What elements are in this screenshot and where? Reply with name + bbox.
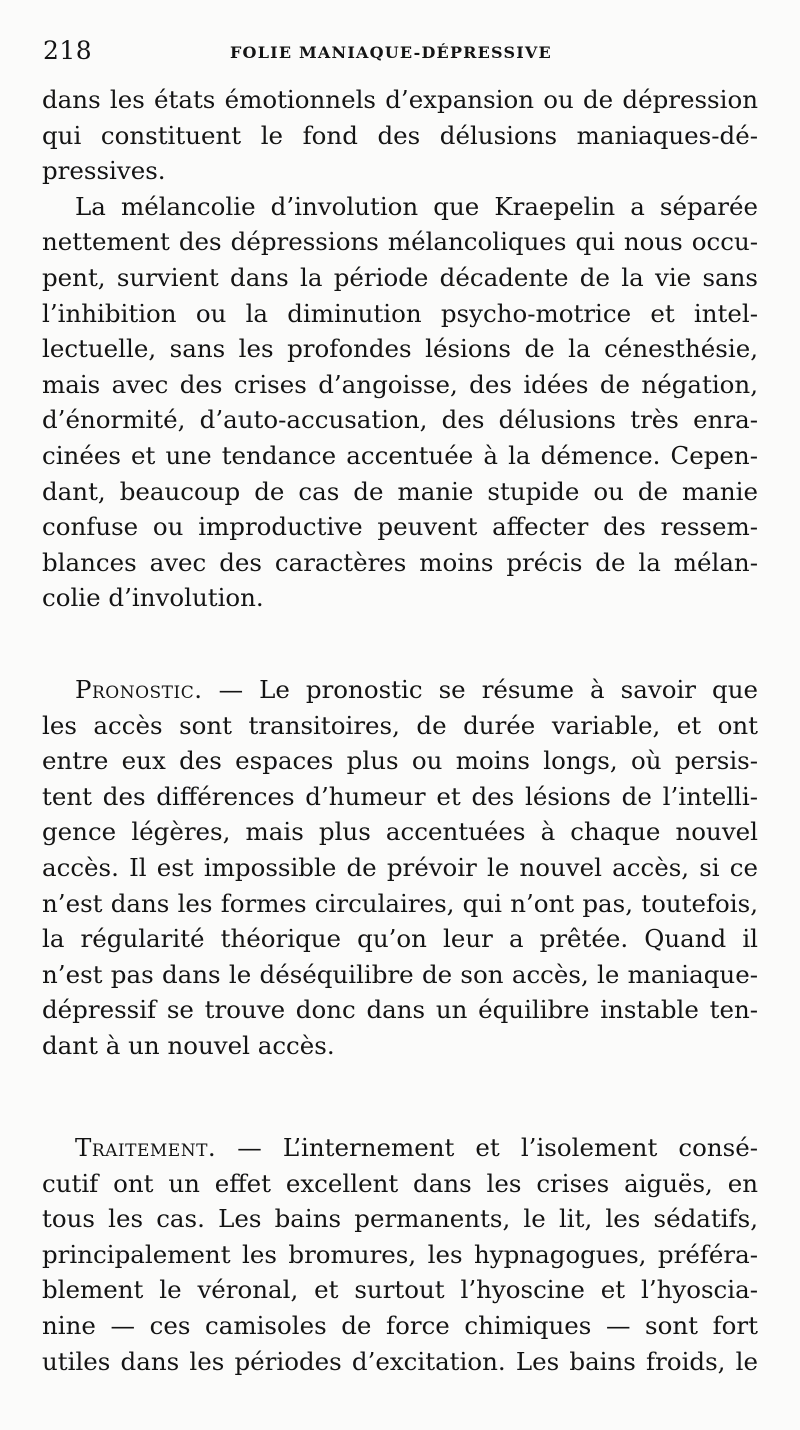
text-line: dant, beaucoup de cas de manie stupide ou de manie: [42, 476, 758, 506]
text-run: — L’internement et l’isolement consé-: [216, 1133, 758, 1162]
paragraph-traitement: [42, 1130, 758, 1379]
text-block-traitement: [42, 1130, 758, 1379]
text-line: les accès sont transitoires, de durée variable, et ont: [42, 710, 758, 740]
text-line: dant à un nouvel accès.: [42, 1030, 335, 1060]
text-line: principalement les bromures, les hypnagogues, préféra-: [42, 1239, 758, 1269]
text-block-pronostic: [42, 672, 758, 1064]
text-line: la régularité théorique qu’on leur a prêtée. Quand il: [42, 924, 758, 954]
text-line: dépressif se trouve donc dans un équilibre instable ten-: [42, 995, 758, 1025]
section-heading-pronostic: Pronostic.: [75, 675, 203, 704]
text-line: nine — ces camisoles de force chimiques — sont fort: [42, 1310, 758, 1340]
text-line: pressives.: [42, 156, 166, 186]
text-line: pent, survient dans la période décadente de la vie sans: [42, 262, 758, 292]
paragraph-melancolie-involution: [42, 189, 758, 616]
running-title: FOLIE MANIAQUE-DÉPRESSIVE: [230, 43, 552, 62]
text-line: blement le véronal, et surtout l’hyoscine et l’hyoscia-: [42, 1275, 758, 1305]
paragraph-pronostic: [42, 672, 758, 1064]
text-line: qui constituent le fond des délusions maniaques-dé-: [42, 120, 758, 150]
text-line: La mélancolie d’involution que Kraepelin a séparée: [75, 191, 758, 221]
text-line: n’est pas dans le déséquilibre de son accès, le maniaque-: [42, 959, 758, 989]
text-line: blances avec des caractères moins précis de la mélan-: [42, 547, 758, 577]
text-line: nettement des dépressions mélancoliques qui nous occu-: [42, 227, 758, 257]
page-number: 218: [43, 36, 93, 65]
text-line: utiles dans les périodes d’excitation. Les bains froids, le: [42, 1346, 758, 1376]
text-line: dans les états émotionnels d’expansion ou de dépression: [42, 85, 758, 114]
text-line: confuse ou improductive peuvent affecter des ressem-: [42, 512, 758, 542]
text-line: [42, 1130, 758, 1166]
text-line: cinées et une tendance accentuée à la démence. Cepen-: [42, 440, 758, 470]
text-line: entre eux des espaces plus ou moins longs, où persis-: [42, 746, 758, 776]
text-line: gence légères, mais plus accentuées à chaque nouvel: [42, 817, 758, 847]
text-line: n’est dans les formes circulaires, qui n’ont pas, toutefois,: [42, 888, 758, 918]
text-line: [42, 672, 758, 708]
text-line: lectuelle, sans les profondes lésions de la cénesthésie,: [42, 334, 758, 364]
running-header: [43, 36, 758, 70]
text-block-1: [42, 82, 758, 616]
text-run: — Le pronostic se résume à savoir que: [202, 675, 758, 704]
text-line: colie d’involution.: [42, 583, 264, 613]
text-line: tent des différences d’humeur et des lésions de l’intelli-: [42, 781, 758, 811]
paragraph-continuation: [42, 82, 758, 189]
text-line: d’énormité, d’auto-accusation, des délusions très enra-: [42, 405, 758, 435]
text-line: cutif ont un effet excellent dans les crises aiguës, en: [42, 1168, 758, 1198]
section-heading-traitement: Traitement.: [75, 1133, 217, 1162]
text-line: mais avec des crises d’angoisse, des idées de négation,: [42, 369, 758, 399]
text-line: accès. Il est impossible de prévoir le nouvel accès, si ce: [42, 852, 758, 882]
text-line: tous les cas. Les bains permanents, le lit, les sédatifs,: [42, 1204, 758, 1234]
text-line: l’inhibition ou la diminution psycho-motrice et intel-: [42, 298, 758, 328]
